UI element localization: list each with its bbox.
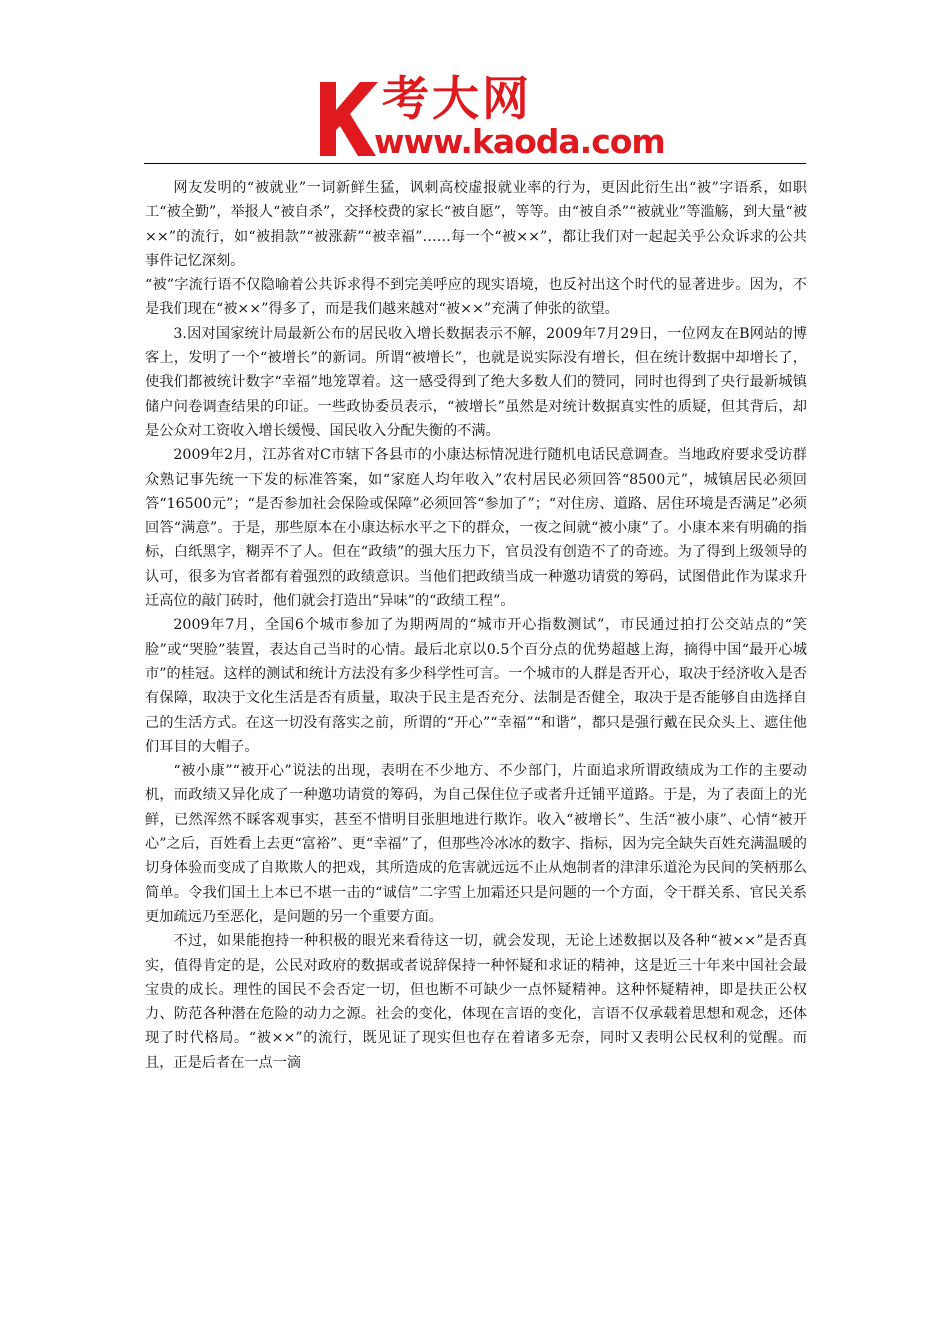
paragraph: “被小康”“被开心”说法的出现，表明在不少地方、不少部门，片面追求所谓政绩成为工作的主要动机，而政绩又异化成了一种邀功请赏的筹码，为自己保住位子或者升迁铺平道路。于是，为了表面上的光鲜，已然浑然不睬客观事实，甚至不惜明目张胆地进行欺诈。收入“被增长”、生活“被小康”、心情“被开心”之后，百姓看上去更“富裕”、更“幸福”了，但那些冷冰冰的数字、指标，因为完全缺失百姓充满温暖的切身体验而变成了自欺欺人的把戏，其所造成的危害就远远不止从炮制者的津津乐道沦为民间的笑柄那么简单。令我们国土上本已不堪一击的“诚信”二字雪上加霜还只是问题的一个方面，令干群关系、官民关系更加疏远乃至恶化，是问题的另一个重要方面。 <box>145 763 807 925</box>
paragraph: 不过，如果能抱持一种积极的眼光来看待这一切，就会发现，无论上述数据以及各种“被××”是否真实，值得肯定的是，公民对政府的数据或者说辞保持一种怀疑和求证的精神，这是近三十年来中国社会最宝贵的成长。理性的国民不会否定一切，但也断不可缺少一点怀疑精神。这种怀疑精神，即是扶正公权力、防范各种潜在危险的动力之源。社会的变化，体现在言语的变化，言语不仅承载着思想和观念，还体现了时代格局。“被××”的流行，既见证了现实但也存在着诸多无奈，同时又表明公民权利的觉醒。而且，正是后者在一点一滴 <box>145 933 807 1071</box>
paragraph: “被”字流行语不仅隐喻着公共诉求得不到完美呼应的现实语境，也反衬出这个时代的显著进步。因为，不是我们现在“被××”得多了，而是我们越来越对“被××”充满了伸张的欲望。 <box>145 277 807 318</box>
paragraph: 网友发明的“被就业”一词新鲜生猛，讽刺高校虚报就业率的行为，更因此衍生出“被”字语系，如职工“被全勤”，举报人“被自杀”，交择校费的家长“被自愿”，等等。由“被自杀”“被就业”等滥觞，到大量“被××”的流行，如“被捐款”“被涨薪”“被幸福”……每一个“被××”，都让我们对一起起关乎公众诉求的公共事件记忆深刻。 <box>145 180 807 269</box>
paragraph: 2009年7月，全国6个城市参加了为期两周的“城市开心指数测试”，市民通过拍打公交站点的“笑脸”或“哭脸”装置，表达自己当时的心情。最后北京以0.5个百分点的优势超越上海，摘得中国“最开心城市”的桂冠。这样的测试和统计方法没有多少科学性可言。一个城市的人群是否开心，取决于经济收入是否有保障，取决于文化生活是否有质量，取决于民主是否充分、法制是否健全，取决于是否能够自由选择自己的生活方式。在这一切没有落实之前，所谓的“开心”“幸福”“和谐”，都只是强行戴在民众头上、遮住他们耳目的大帽子。 <box>145 617 807 755</box>
paragraph: 2009年2月，江苏省对C市辖下各县市的小康达标情况进行随机电话民意调查。当地政府要求受访群众熟记事先统一下发的标准答案，如“家庭人均年收入”农村居民必须回答“8500元”，城镇居民必须回答“16500元”；“是否参加社会保险或保障”必须回答“参加了”；“对住房、道路、居住环境是否满足”必须回答“满意”。于是，那些原本在小康达标水平之下的群众，一夜之间就“被小康”了。小康本来有明确的指标，白纸黑字，糊弄不了人。但在“政绩”的强大压力下，官员没有创造不了的奇迹。为了得到上级领导的认可，很多为官者都有着强烈的政绩意识。当他们把政绩当成一种邀功请赏的筹码，试图借此作为谋求升迁高位的敲门砖时，他们就会打造出“异味”的“政绩工程”。 <box>145 447 807 610</box>
page-header <box>144 72 806 166</box>
article-body <box>145 176 807 1075</box>
paragraph: 3.因对国家统计局最新公布的居民收入增长数据表示不解，2009年7月29日，一位网友在B网站的博客上，发明了一个“被增长”的新词。所谓“被增长”，也就是说实际没有增长，但在统计数据中却增长了，使我们都被统计数字“幸福”地笼罩着。这一感受得到了绝大多数人们的赞同，同时也得到了央行最新城镇储户问卷调查结果的印证。一些政协委员表示，“被增长”虽然是对统计数据真实性的质疑，但其背后，却是公众对工资收入增长缓慢、国民收入分配失衡的不满。 <box>145 325 807 439</box>
k-logo-icon <box>316 80 380 158</box>
logo-chinese-text: 考大网 <box>382 72 532 127</box>
header-divider <box>144 163 806 164</box>
logo-url-text: www.kaoda.com <box>374 122 665 161</box>
kaoda-logo <box>316 72 665 162</box>
